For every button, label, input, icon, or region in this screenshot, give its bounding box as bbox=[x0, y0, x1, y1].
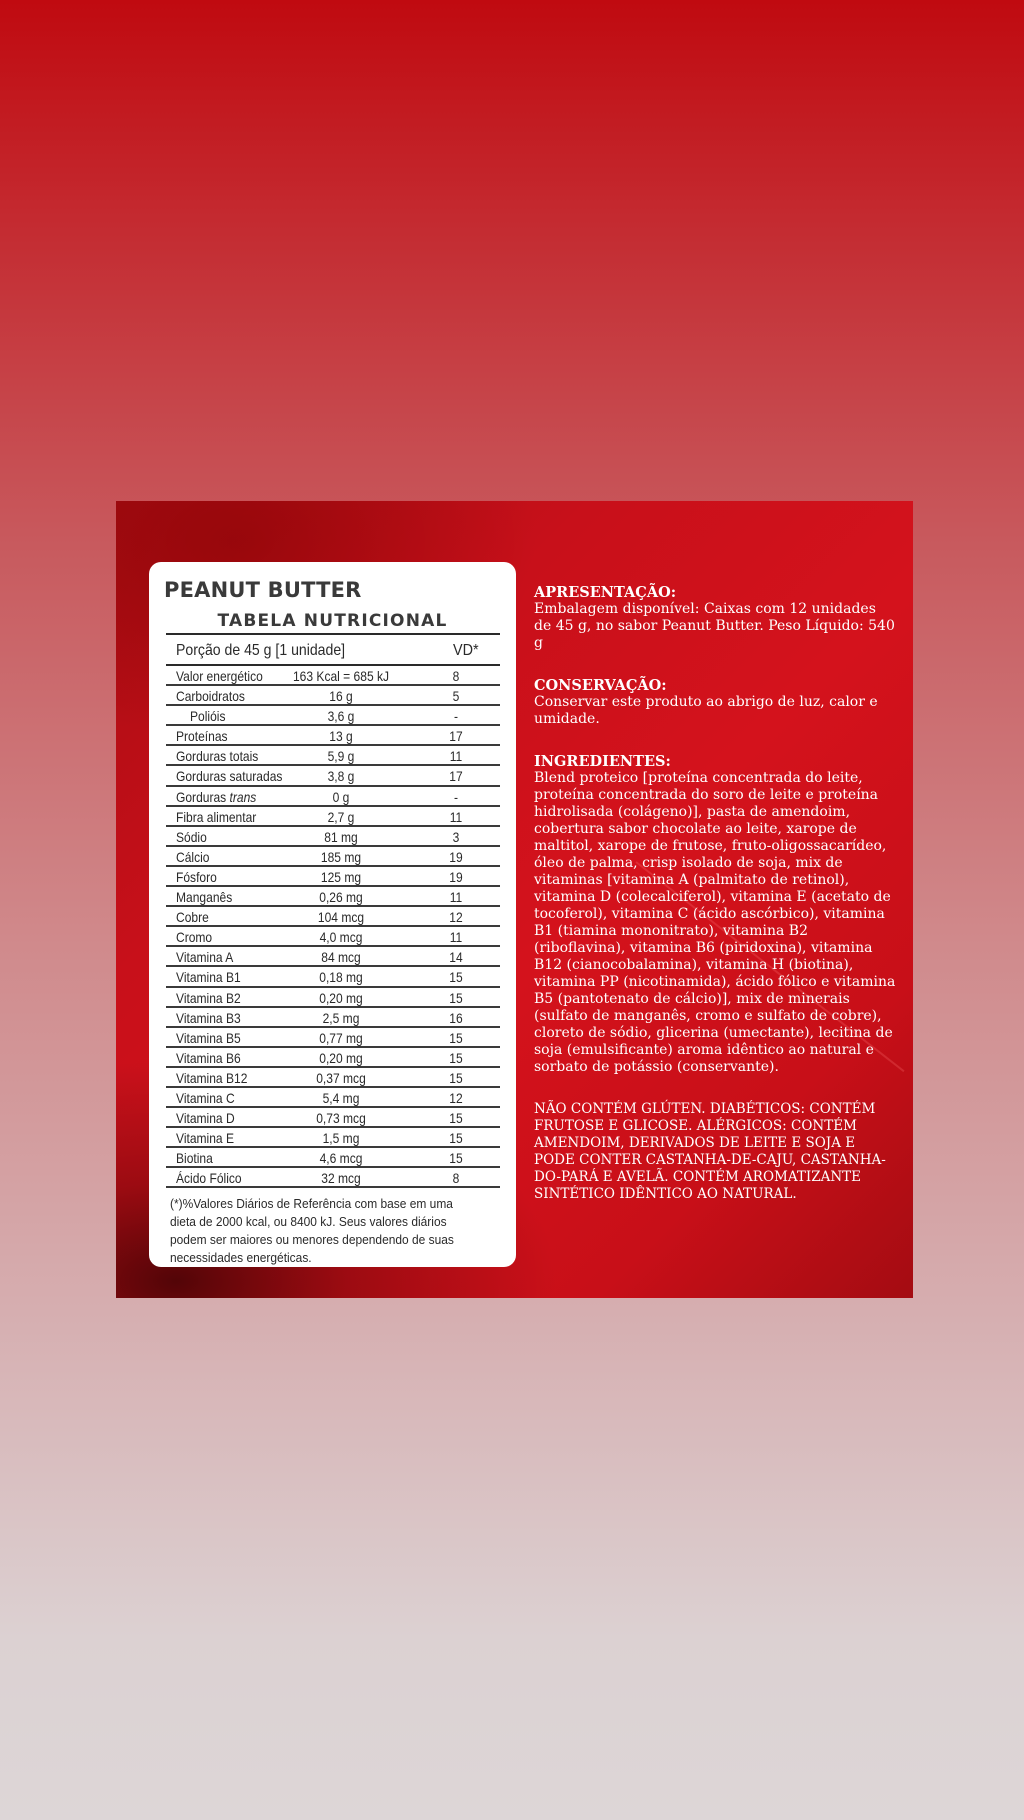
nutrient-name: Vitamina B1 bbox=[176, 969, 241, 986]
nutrient-quantity: 3,6 g bbox=[327, 708, 355, 725]
nutrition-row bbox=[166, 807, 500, 827]
nutrient-vd: 15 bbox=[449, 1029, 463, 1046]
nutrition-row bbox=[166, 766, 500, 786]
nutrient-quantity: 81 mg bbox=[324, 828, 358, 845]
nutrient-vd: 16 bbox=[449, 1009, 463, 1026]
nutrient-name: Sódio bbox=[176, 828, 207, 845]
nutrition-row bbox=[166, 1008, 500, 1028]
nutrition-row bbox=[166, 666, 500, 686]
portion-header-row bbox=[166, 633, 500, 666]
nutrition-row bbox=[166, 967, 500, 987]
portion-label: Porção de 45 g [1 unidade] bbox=[176, 642, 346, 659]
nutrition-row bbox=[166, 1028, 500, 1048]
nutrient-name: Polióis bbox=[190, 708, 226, 725]
nutrient-vd: 5 bbox=[452, 688, 460, 705]
nutrient-name: Vitamina B6 bbox=[176, 1049, 241, 1066]
nutrient-vd: 19 bbox=[449, 848, 463, 865]
nutrition-row bbox=[166, 787, 500, 807]
product-name: PEANUT BUTTER bbox=[164, 578, 362, 602]
nutrition-row bbox=[166, 1108, 500, 1128]
nutrient-vd: 14 bbox=[449, 949, 463, 966]
nutrient-quantity: 185 mg bbox=[320, 848, 362, 865]
vd-header: VD* bbox=[453, 642, 479, 659]
apresentacao-heading: APRESENTAÇÃO: bbox=[534, 584, 677, 601]
nutrient-name: Vitamina E bbox=[176, 1130, 235, 1147]
nutrient-quantity: 84 mcg bbox=[321, 949, 361, 966]
nutrient-name: Biotina bbox=[176, 1150, 213, 1167]
ingredientes-heading: INGREDIENTES: bbox=[534, 753, 671, 770]
nutrient-name: Fósforo bbox=[176, 868, 217, 885]
nutrient-quantity: 4,6 mcg bbox=[319, 1150, 363, 1167]
nutrient-name: Vitamina B3 bbox=[176, 1009, 241, 1026]
nutrient-vd: 11 bbox=[449, 808, 463, 825]
nutrient-name: Gorduras trans bbox=[176, 788, 257, 805]
nutrient-name: Valor energético bbox=[176, 668, 263, 684]
vd-footnote: (*)%Valores Diários de Referência com base em uma dieta de 2000 kcal, ou 8400 kJ. Seus valores diários podem ser maiores ou menores dependendo de suas necessidades energéticas. bbox=[170, 1196, 454, 1265]
nutrient-quantity: 1,5 mg bbox=[322, 1130, 360, 1147]
nutrient-vd: 15 bbox=[449, 1130, 463, 1147]
nutrition-row bbox=[166, 947, 500, 967]
apresentacao-text: Embalagem disponível: Caixas com 12 unidades de 45 g, no sabor Peanut Butter. Peso Líquido: 540 g bbox=[534, 601, 895, 651]
nutrient-name: Manganês bbox=[176, 889, 233, 906]
nutrient-vd: 17 bbox=[449, 768, 463, 785]
conservacao-text: Conservar este produto ao abrigo de luz, calor e umidade. bbox=[534, 694, 878, 727]
nutrient-quantity: 5,4 mg bbox=[322, 1089, 360, 1106]
ingredientes-text: Blend proteico [proteína concentrada do leite, proteína concentrada do soro de leite e proteína hidrolisada (colágeno)], pasta de amendoim, cobertura sabor chocolate ao leite, xarope de maltitol, xarope de frutose, fruto-oligossacarídeo, óleo de palma, crisp isolado de soja, mix de vitaminas [vitamina A (palmitato de retinol), vitamina D (colecalciferol), vitamina E (acetato de tocoferol), vitamina C (ácido ascórbico), vitamina B1 (tiamina mononitrato), vitamina B2 (riboflavina), vitamina B6 (piridoxina), vitamina B12 (cianocobalamina), vitamina H (biotina), vitamina PP (nicotinamida), ácido fólico e vitamina B5 (pantotenato de cálcio)], mix de minerais (sulfato de manganês, cromo e sulfato de cobre), cloreto de sódio, glicerina (umectante), lecitina de soja (emulsificante) aroma idêntico ao natural e sorbato de potássio (conservante). bbox=[534, 770, 896, 1075]
nutrient-name: Cálcio bbox=[176, 848, 210, 865]
nutrient-quantity: 2,7 g bbox=[327, 808, 355, 825]
nutrient-vd: 17 bbox=[449, 728, 463, 745]
nutrition-row bbox=[166, 1128, 500, 1148]
conservacao-section bbox=[534, 677, 896, 728]
nutrition-row bbox=[166, 706, 500, 726]
nutrient-quantity: 163 Kcal = 685 kJ bbox=[292, 668, 390, 684]
nutrient-name: Vitamina B12 bbox=[176, 1069, 248, 1086]
nutrition-row bbox=[166, 827, 500, 847]
nutrient-quantity: 5,9 g bbox=[327, 748, 355, 765]
nutrient-quantity: 0,73 mcg bbox=[316, 1110, 366, 1127]
nutrient-quantity: 4,0 mcg bbox=[319, 929, 363, 946]
nutrient-vd: 19 bbox=[449, 868, 463, 885]
nutrient-quantity: 0,77 mg bbox=[319, 1029, 363, 1046]
nutrition-row bbox=[166, 1088, 500, 1108]
nutrient-quantity: 0,26 mg bbox=[319, 889, 363, 906]
nutrient-quantity: 32 mcg bbox=[321, 1170, 361, 1187]
nutrition-row bbox=[166, 867, 500, 887]
nutrient-quantity: 0 g bbox=[332, 788, 350, 805]
nutrient-quantity: 0,37 mcg bbox=[316, 1069, 366, 1086]
nutrient-vd: 3 bbox=[452, 828, 460, 845]
nutrient-quantity: 3,8 g bbox=[327, 768, 355, 785]
allergen-warning: NÃO CONTÉM GLÚTEN. DIABÉTICOS: CONTÉM FRUTOSE E GLICOSE. ALÉRGICOS: CONTÉM AMENDOIM, DERIVADOS DE LEITE E SOJA E PODE CONTER CASTANHA-DE-CAJU, CASTANHA-DO-PARÁ E AVELÃ. CONTÉM AROMATIZANTE SINTÉTICO IDÊNTICO AO NATURAL. bbox=[534, 1101, 886, 1202]
nutrient-name: Vitamina B5 bbox=[176, 1029, 241, 1046]
nutrient-vd: 11 bbox=[449, 929, 463, 946]
nutrition-row bbox=[166, 847, 500, 867]
nutrient-name: Vitamina D bbox=[176, 1110, 235, 1127]
nutrient-name: Gorduras saturadas bbox=[176, 768, 283, 785]
nutrient-vd: - bbox=[453, 788, 459, 805]
nutrient-quantity: 13 g bbox=[329, 728, 353, 745]
nutrition-row bbox=[166, 988, 500, 1008]
nutrient-vd: 15 bbox=[449, 989, 463, 1006]
nutrient-vd: 15 bbox=[449, 969, 463, 986]
nutrient-vd: 12 bbox=[449, 909, 463, 926]
nutrition-rows bbox=[166, 666, 500, 1188]
nutrient-quantity: 2,5 mg bbox=[322, 1009, 360, 1026]
nutrition-row bbox=[166, 927, 500, 947]
nutrient-vd: 11 bbox=[449, 748, 463, 765]
nutrient-vd: 8 bbox=[452, 1170, 460, 1187]
nutrient-name: Vitamina C bbox=[176, 1089, 235, 1106]
conservacao-heading: CONSERVAÇÃO: bbox=[534, 677, 667, 694]
nutrient-vd: 8 bbox=[452, 668, 460, 684]
nutrition-row bbox=[166, 907, 500, 927]
nutrient-quantity: 0,20 mg bbox=[319, 989, 363, 1006]
nutrient-vd: 15 bbox=[449, 1150, 463, 1167]
nutrient-name: Cromo bbox=[176, 929, 213, 946]
nutrient-vd: 15 bbox=[449, 1069, 463, 1086]
nutrition-row bbox=[166, 1168, 500, 1188]
nutrient-name: Gorduras totais bbox=[176, 748, 259, 765]
nutrient-name: Ácido Fólico bbox=[176, 1170, 242, 1187]
nutrient-quantity: 0,20 mg bbox=[319, 1049, 363, 1066]
nutrition-row bbox=[166, 887, 500, 907]
nutrition-row bbox=[166, 1048, 500, 1068]
product-details-text bbox=[534, 584, 896, 1203]
nutrient-vd: 15 bbox=[449, 1110, 463, 1127]
nutrition-table-title: TABELA NUTRICIONAL bbox=[217, 611, 448, 631]
ingredientes-section bbox=[534, 753, 896, 1076]
nutrient-vd: 15 bbox=[449, 1049, 463, 1066]
nutrient-name: Proteínas bbox=[176, 728, 228, 745]
nutrient-name: Carboidratos bbox=[176, 688, 245, 705]
nutrient-name: Cobre bbox=[176, 909, 209, 926]
nutrient-name: Vitamina B2 bbox=[176, 989, 241, 1006]
nutrient-vd: - bbox=[453, 708, 459, 725]
nutrition-row bbox=[166, 1148, 500, 1168]
nutrient-quantity: 104 mcg bbox=[317, 909, 365, 926]
product-info-panel bbox=[116, 501, 913, 1298]
apresentacao-section bbox=[534, 584, 896, 652]
nutrient-vd: 11 bbox=[449, 889, 463, 906]
nutrition-row bbox=[166, 746, 500, 766]
nutrient-name: Fibra alimentar bbox=[176, 808, 257, 825]
nutrient-quantity: 125 mg bbox=[320, 868, 362, 885]
nutrition-table-card bbox=[149, 562, 516, 1267]
nutrition-row bbox=[166, 726, 500, 746]
nutrition-row bbox=[166, 1068, 500, 1088]
nutrient-vd: 12 bbox=[449, 1089, 463, 1106]
nutrition-row bbox=[166, 686, 500, 706]
nutrient-quantity: 0,18 mg bbox=[319, 969, 363, 986]
nutrient-name: Vitamina A bbox=[176, 949, 234, 966]
nutrient-quantity: 16 g bbox=[329, 688, 353, 705]
